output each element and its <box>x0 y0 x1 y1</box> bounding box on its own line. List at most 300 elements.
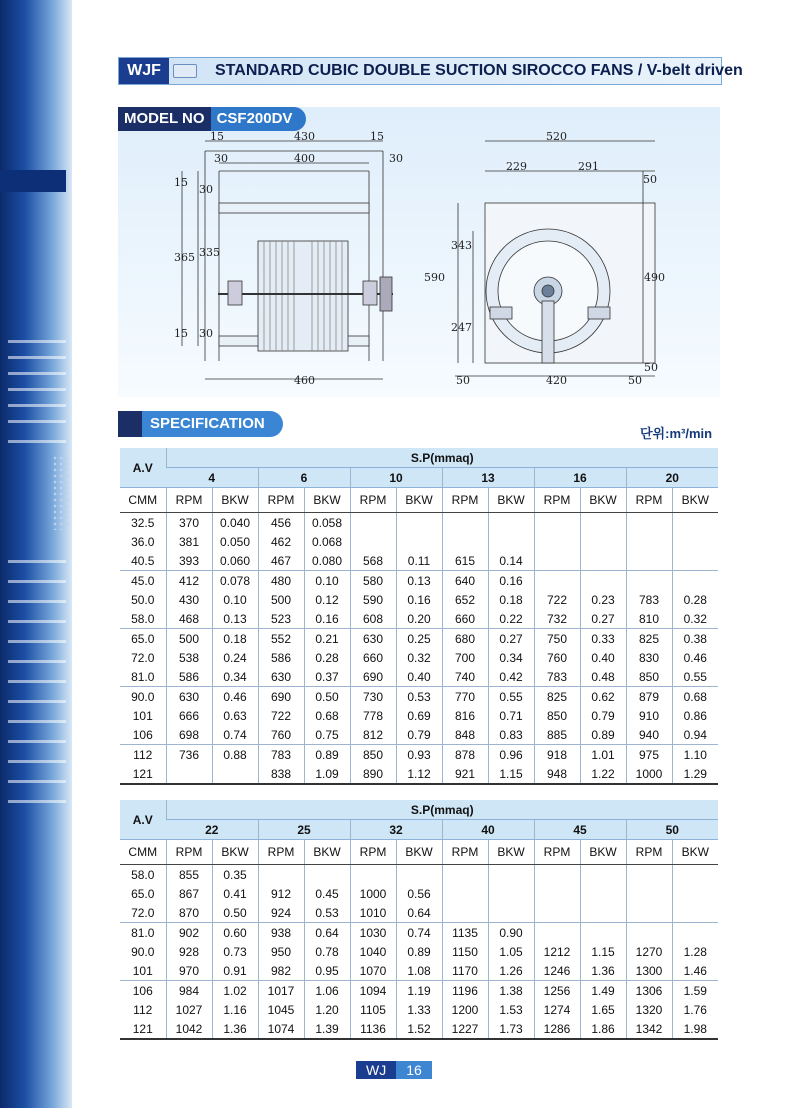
value-cell: 783 <box>626 590 672 609</box>
rpm-header: RPM <box>258 840 304 865</box>
value-cell: 523 <box>258 609 304 629</box>
value-cell <box>396 513 442 533</box>
value-cell <box>442 865 488 885</box>
value-cell: 0.74 <box>212 725 258 745</box>
value-cell: 760 <box>258 725 304 745</box>
value-cell: 1136 <box>350 1019 396 1039</box>
value-cell: 0.41 <box>212 884 258 903</box>
value-cell: 0.83 <box>488 725 534 745</box>
value-cell: 552 <box>258 629 304 649</box>
value-cell <box>580 903 626 923</box>
table-row <box>120 648 718 667</box>
value-cell <box>626 903 672 923</box>
value-cell: 1196 <box>442 981 488 1001</box>
value-cell: 838 <box>258 764 304 784</box>
value-cell: 1.20 <box>304 1000 350 1019</box>
value-cell <box>212 764 258 784</box>
value-cell: 1.08 <box>396 961 442 981</box>
decorative-dots <box>52 455 70 530</box>
value-cell: 0.13 <box>212 609 258 629</box>
cmm-cell: 72.0 <box>131 905 155 920</box>
value-cell: 783 <box>258 745 304 765</box>
value-cell: 0.55 <box>488 687 534 707</box>
value-cell: 0.69 <box>396 706 442 725</box>
value-cell: 0.23 <box>580 590 626 609</box>
value-cell: 1270 <box>626 942 672 961</box>
value-cell: 0.10 <box>304 571 350 591</box>
specification-label <box>118 411 283 437</box>
value-cell: 586 <box>166 667 212 687</box>
value-cell: 1170 <box>442 961 488 981</box>
value-cell: 732 <box>534 609 580 629</box>
value-cell: 1.02 <box>212 981 258 1001</box>
value-cell <box>580 923 626 943</box>
value-cell: 810 <box>626 609 672 629</box>
value-cell: 580 <box>350 571 396 591</box>
bkw-header: BKW <box>304 488 350 513</box>
page-header <box>118 57 743 85</box>
value-cell: 0.79 <box>580 706 626 725</box>
value-cell <box>672 884 718 903</box>
value-cell: 812 <box>350 725 396 745</box>
value-cell <box>534 513 580 533</box>
pressure-header: 16 <box>534 468 626 488</box>
table-row <box>120 764 718 784</box>
cmm-cell: 32.5 <box>131 515 155 530</box>
rpm-header: RPM <box>626 840 672 865</box>
value-cell: 0.040 <box>212 513 258 533</box>
value-cell <box>534 884 580 903</box>
value-cell: 778 <box>350 706 396 725</box>
value-cell: 0.46 <box>672 648 718 667</box>
value-cell: 412 <box>166 571 212 591</box>
series-tag: WJF <box>119 58 169 84</box>
value-cell: 948 <box>534 764 580 784</box>
cmm-cell: 36.0 <box>131 534 155 549</box>
value-cell: 1.19 <box>396 981 442 1001</box>
pressure-header: 20 <box>626 468 718 488</box>
value-cell <box>396 865 442 885</box>
value-cell: 1.76 <box>672 1000 718 1019</box>
value-cell: 1.28 <box>672 942 718 961</box>
table-row <box>120 1000 718 1019</box>
value-cell <box>672 532 718 551</box>
value-cell: 890 <box>350 764 396 784</box>
value-cell <box>488 532 534 551</box>
value-cell: 0.62 <box>580 687 626 707</box>
value-cell: 0.89 <box>396 942 442 961</box>
value-cell: 1070 <box>350 961 396 981</box>
sp-header: S.P(mmaq) <box>166 800 718 820</box>
value-cell: 0.48 <box>580 667 626 687</box>
value-cell: 456 <box>258 513 304 533</box>
value-cell <box>350 532 396 551</box>
value-cell: 1040 <box>350 942 396 961</box>
value-cell: 0.060 <box>212 551 258 571</box>
value-cell: 640 <box>442 571 488 591</box>
bkw-header: BKW <box>672 488 718 513</box>
value-cell: 0.25 <box>396 629 442 649</box>
value-cell: 0.71 <box>488 706 534 725</box>
value-cell <box>258 865 304 885</box>
dim-front-30-left: 30 <box>214 152 228 165</box>
header-row <box>120 448 718 468</box>
value-cell: 0.050 <box>212 532 258 551</box>
value-cell: 816 <box>442 706 488 725</box>
value-cell: 370 <box>166 513 212 533</box>
value-cell <box>534 551 580 571</box>
value-cell <box>580 532 626 551</box>
value-cell: 660 <box>350 648 396 667</box>
cmm-cell: 112 <box>133 1002 153 1017</box>
dim-side-291: 291 <box>578 160 599 173</box>
value-cell <box>672 571 718 591</box>
dim-front-15-left: 15 <box>210 131 224 143</box>
value-cell: 0.10 <box>212 590 258 609</box>
value-cell: 0.60 <box>212 923 258 943</box>
value-cell: 0.068 <box>304 532 350 551</box>
value-cell: 393 <box>166 551 212 571</box>
value-cell: 467 <box>258 551 304 571</box>
dim-side-520: 520 <box>546 131 567 143</box>
value-cell <box>442 903 488 923</box>
value-cell: 1.01 <box>580 745 626 765</box>
value-cell: 1.16 <box>212 1000 258 1019</box>
cmm-cell: 121 <box>120 1019 166 1039</box>
dim-side-490: 490 <box>644 271 665 284</box>
value-cell: 1.49 <box>580 981 626 1001</box>
value-cell: 730 <box>350 687 396 707</box>
value-cell: 950 <box>258 942 304 961</box>
value-cell: 912 <box>258 884 304 903</box>
page-section: WJ <box>356 1061 396 1079</box>
value-cell <box>488 903 534 923</box>
spec-table-1 <box>120 448 718 785</box>
value-cell: 1300 <box>626 961 672 981</box>
value-cell: 0.74 <box>396 923 442 943</box>
value-cell: 825 <box>534 687 580 707</box>
pressure-row <box>120 468 718 488</box>
value-cell <box>534 571 580 591</box>
value-cell: 0.63 <box>212 706 258 725</box>
dim-front-15-right: 15 <box>370 131 384 143</box>
cmm-cell: 121 <box>120 764 166 784</box>
value-cell: 1320 <box>626 1000 672 1019</box>
header-row <box>120 800 718 820</box>
cmm-cell: 72.0 <box>131 650 155 665</box>
unit-label: 단위:m³/min <box>640 426 713 441</box>
value-cell: 500 <box>166 629 212 649</box>
value-cell: 1246 <box>534 961 580 981</box>
value-cell: 468 <box>166 609 212 629</box>
value-cell: 975 <box>626 745 672 765</box>
value-cell: 825 <box>626 629 672 649</box>
value-cell: 0.45 <box>304 884 350 903</box>
value-cell <box>626 551 672 571</box>
value-cell: 0.24 <box>212 648 258 667</box>
value-cell: 1306 <box>626 981 672 1001</box>
value-cell: 848 <box>442 725 488 745</box>
value-cell <box>534 865 580 885</box>
value-cell: 0.64 <box>396 903 442 923</box>
rpm-header: RPM <box>258 488 304 513</box>
value-cell: 0.88 <box>212 745 258 765</box>
value-cell: 0.22 <box>488 609 534 629</box>
value-cell: 770 <box>442 687 488 707</box>
value-cell <box>534 532 580 551</box>
dim-front-30-bottom: 30 <box>199 327 213 340</box>
value-cell: 0.34 <box>212 667 258 687</box>
value-cell <box>580 884 626 903</box>
cmm-cell: 58.0 <box>131 867 155 882</box>
value-cell: 0.75 <box>304 725 350 745</box>
value-cell <box>626 532 672 551</box>
rpm-header: RPM <box>442 840 488 865</box>
value-cell <box>534 923 580 943</box>
value-cell <box>626 884 672 903</box>
pressure-header: 32 <box>350 820 442 840</box>
value-cell <box>580 865 626 885</box>
value-cell: 1.29 <box>672 764 718 784</box>
value-cell: 1227 <box>442 1019 488 1039</box>
value-cell <box>350 513 396 533</box>
value-cell: 1.26 <box>488 961 534 981</box>
value-cell: 430 <box>166 590 212 609</box>
value-cell: 1030 <box>350 923 396 943</box>
value-cell: 1.10 <box>672 745 718 765</box>
rpm-header: RPM <box>534 488 580 513</box>
value-cell: 0.64 <box>304 923 350 943</box>
value-cell: 1256 <box>534 981 580 1001</box>
value-cell: 1.38 <box>488 981 534 1001</box>
value-cell: 1.36 <box>212 1019 258 1039</box>
value-cell: 1.52 <box>396 1019 442 1039</box>
value-cell: 0.32 <box>672 609 718 629</box>
value-cell: 1212 <box>534 942 580 961</box>
dim-side-229: 229 <box>506 160 527 173</box>
dim-front-30-right: 30 <box>389 152 403 165</box>
value-cell: 0.50 <box>212 903 258 923</box>
rpm-header: RPM <box>166 840 212 865</box>
value-cell: 850 <box>350 745 396 765</box>
value-cell: 0.90 <box>488 923 534 943</box>
page-title: STANDARD CUBIC DOUBLE SUCTION SIROCCO FANS / V-belt driven <box>215 62 743 79</box>
value-cell <box>672 513 718 533</box>
value-cell: 608 <box>350 609 396 629</box>
table-row <box>120 706 718 725</box>
value-cell: 760 <box>534 648 580 667</box>
dim-side-50-bottom: 50 <box>644 361 658 374</box>
value-cell: 0.058 <box>304 513 350 533</box>
dim-front-400: 400 <box>294 152 315 165</box>
page-number <box>356 1061 432 1079</box>
spec-table-2 <box>120 800 718 1040</box>
dim-side-50-top: 50 <box>643 173 657 186</box>
value-cell: 1.53 <box>488 1000 534 1019</box>
value-cell: 666 <box>166 706 212 725</box>
value-cell <box>626 571 672 591</box>
value-cell: 0.46 <box>212 687 258 707</box>
cmm-cell: 65.0 <box>131 886 155 901</box>
table-row <box>120 961 718 981</box>
table-row <box>120 667 718 687</box>
pressure-header: 40 <box>442 820 534 840</box>
dim-side-247: 247 <box>451 321 472 334</box>
value-cell: 879 <box>626 687 672 707</box>
table-row <box>120 745 718 765</box>
value-cell: 0.080 <box>304 551 350 571</box>
value-cell: 1.05 <box>488 942 534 961</box>
value-cell: 1.98 <box>672 1019 718 1039</box>
pressure-header: 6 <box>258 468 350 488</box>
value-cell: 0.73 <box>212 942 258 961</box>
value-cell: 940 <box>626 725 672 745</box>
value-cell <box>488 513 534 533</box>
table-row <box>120 551 718 571</box>
value-cell: 1.73 <box>488 1019 534 1039</box>
value-cell <box>580 571 626 591</box>
value-cell: 928 <box>166 942 212 961</box>
dim-side-420: 420 <box>546 374 567 387</box>
value-cell: 0.68 <box>672 687 718 707</box>
value-cell: 568 <box>350 551 396 571</box>
value-cell: 1.86 <box>580 1019 626 1039</box>
dim-side-50-left: 50 <box>456 374 470 387</box>
bkw-header: BKW <box>672 840 718 865</box>
value-cell: 722 <box>534 590 580 609</box>
value-cell: 0.12 <box>304 590 350 609</box>
pressure-header: 22 <box>166 820 258 840</box>
table-row <box>120 884 718 903</box>
value-cell: 0.40 <box>396 667 442 687</box>
pressure-header: 4 <box>166 468 258 488</box>
value-cell: 885 <box>534 725 580 745</box>
value-cell: 902 <box>166 923 212 943</box>
value-cell: 0.40 <box>580 648 626 667</box>
cmm-header: CMM <box>120 840 166 865</box>
pressure-header: 10 <box>350 468 442 488</box>
table-row <box>120 629 718 649</box>
cmm-cell: 106 <box>120 981 166 1001</box>
cmm-header: CMM <box>120 488 166 513</box>
value-cell: 0.53 <box>304 903 350 923</box>
pressure-header: 50 <box>626 820 718 840</box>
value-cell: 0.96 <box>488 745 534 765</box>
value-cell <box>672 551 718 571</box>
value-cell: 0.21 <box>304 629 350 649</box>
value-cell: 740 <box>442 667 488 687</box>
value-cell: 0.37 <box>304 667 350 687</box>
value-cell <box>304 865 350 885</box>
value-cell: 1094 <box>350 981 396 1001</box>
table-row <box>120 609 718 629</box>
value-cell: 700 <box>442 648 488 667</box>
value-cell <box>442 513 488 533</box>
value-cell: 984 <box>166 981 212 1001</box>
page-number-value: 16 <box>396 1061 432 1079</box>
dim-front-15-top: 15 <box>174 176 188 189</box>
value-cell: 652 <box>442 590 488 609</box>
value-cell: 1027 <box>166 1000 212 1019</box>
cmm-cell: 90.0 <box>120 687 166 707</box>
rpm-header: RPM <box>350 488 396 513</box>
value-cell: 538 <box>166 648 212 667</box>
value-cell: 1135 <box>442 923 488 943</box>
value-cell: 1.22 <box>580 764 626 784</box>
sp-header: S.P(mmaq) <box>166 448 718 468</box>
pressure-row <box>120 820 718 840</box>
value-cell: 1.15 <box>488 764 534 784</box>
table-row <box>120 865 718 885</box>
bkw-header: BKW <box>580 488 626 513</box>
pressure-header: 13 <box>442 468 534 488</box>
value-cell <box>672 903 718 923</box>
cmm-cell: 101 <box>132 963 153 978</box>
value-cell: 1.39 <box>304 1019 350 1039</box>
connector-icon <box>173 64 197 78</box>
value-cell: 1000 <box>350 884 396 903</box>
value-cell: 586 <box>258 648 304 667</box>
value-cell: 910 <box>626 706 672 725</box>
value-cell: 1.12 <box>396 764 442 784</box>
value-cell: 0.16 <box>396 590 442 609</box>
dim-front-30-top: 30 <box>199 183 213 196</box>
dimension-drawing <box>118 131 720 397</box>
value-cell: 381 <box>166 532 212 551</box>
value-cell: 1.06 <box>304 981 350 1001</box>
value-cell <box>626 865 672 885</box>
value-cell: 1.33 <box>396 1000 442 1019</box>
cmm-cell: 40.5 <box>131 553 155 568</box>
value-cell <box>534 903 580 923</box>
value-cell: 982 <box>258 961 304 981</box>
value-cell: 867 <box>166 884 212 903</box>
cmm-cell: 81.0 <box>131 669 155 684</box>
value-cell: 0.28 <box>672 590 718 609</box>
value-cell: 830 <box>626 648 672 667</box>
model-value: CSF200DV <box>211 107 307 131</box>
value-cell: 480 <box>258 571 304 591</box>
table-row <box>120 981 718 1001</box>
rpm-header: RPM <box>442 488 488 513</box>
specification-title: SPECIFICATION <box>142 411 283 437</box>
bkw-header: BKW <box>212 840 258 865</box>
rpm-header: RPM <box>626 488 672 513</box>
dim-front-460: 460 <box>294 374 315 387</box>
cmm-cell: 45.0 <box>120 571 166 591</box>
table-row <box>120 923 718 943</box>
value-cell: 0.13 <box>396 571 442 591</box>
value-cell: 1010 <box>350 903 396 923</box>
value-cell: 0.55 <box>672 667 718 687</box>
value-cell: 783 <box>534 667 580 687</box>
value-cell <box>350 865 396 885</box>
value-cell: 0.18 <box>212 629 258 649</box>
pressure-header: 45 <box>534 820 626 840</box>
value-cell: 850 <box>534 706 580 725</box>
rpm-header: RPM <box>534 840 580 865</box>
table-row <box>120 687 718 707</box>
dim-front-430: 430 <box>294 131 315 143</box>
value-cell: 0.14 <box>488 551 534 571</box>
value-cell: 924 <box>258 903 304 923</box>
value-cell: 660 <box>442 609 488 629</box>
value-cell: 0.68 <box>304 706 350 725</box>
specification-marker <box>118 411 142 437</box>
value-cell: 0.32 <box>396 648 442 667</box>
bkw-header: BKW <box>488 488 534 513</box>
value-cell <box>626 923 672 943</box>
